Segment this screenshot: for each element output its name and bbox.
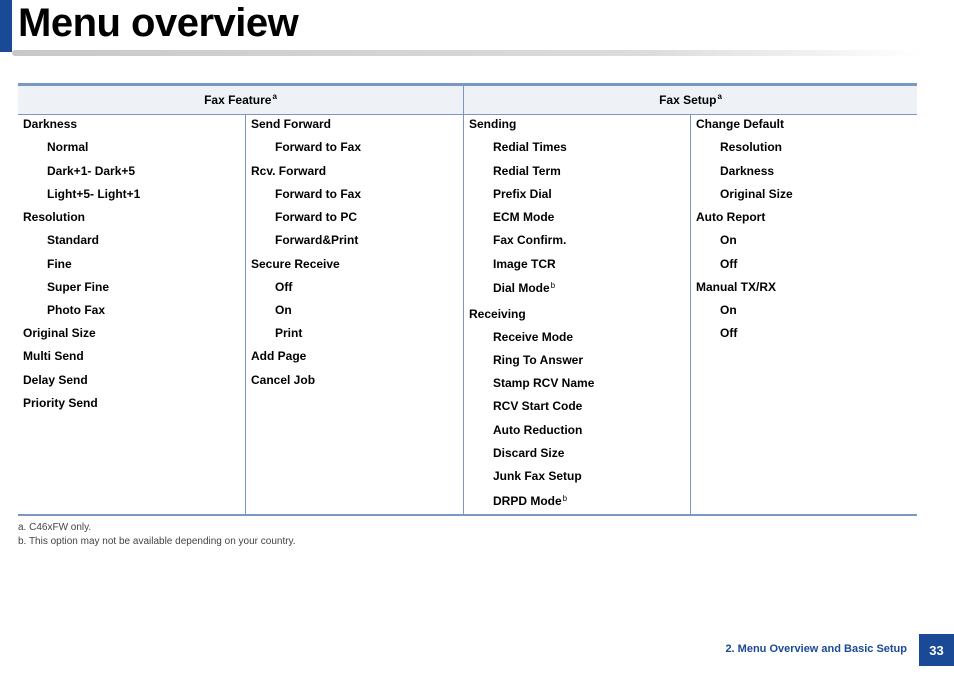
menu-item-label: Off (720, 257, 738, 271)
menu-option (493, 423, 582, 438)
footnote-mark: b (562, 494, 568, 503)
menu-option (493, 187, 552, 202)
menu-option (47, 257, 72, 272)
menu-option (275, 233, 358, 248)
menu-option (493, 164, 561, 179)
menu-item-label: RCV Start Code (493, 399, 583, 413)
menu-item-label: Forward&Print (275, 233, 359, 247)
menu-item-label: Stamp RCV Name (493, 376, 595, 390)
menu-option (275, 280, 292, 295)
menu-option (720, 187, 793, 202)
menu-item-label: Auto Report (696, 210, 766, 224)
menu-item-label: Light+5- Light+1 (47, 187, 141, 201)
fax-feature-column-2 (245, 115, 463, 514)
menu-item-label: Sending (469, 117, 517, 131)
menu-item-label: Photo Fax (47, 303, 106, 317)
menu-item-label: Original Size (23, 326, 96, 340)
menu-item-label: Forward to Fax (275, 140, 362, 154)
menu-item-label: Auto Reduction (493, 423, 583, 437)
menu-item-label: Secure Receive (251, 257, 340, 271)
fax-setup-column-1 (463, 115, 690, 514)
footnote-mark: a (272, 91, 277, 101)
menu-item-label: DRPD Mode (493, 494, 562, 508)
menu-group (469, 117, 516, 132)
menu-item-label: Redial Term (493, 164, 561, 178)
menu-option (493, 330, 573, 345)
menu-option (493, 210, 554, 225)
menu-item-label: Forward to PC (275, 210, 358, 224)
fax-setup-header-label: Fax Setup (659, 93, 717, 107)
menu-group (23, 117, 77, 132)
menu-option (47, 187, 140, 202)
menu-item-label: Priority Send (23, 396, 98, 410)
menu-option (47, 164, 135, 179)
menu-option (493, 233, 566, 248)
menu-option (493, 399, 582, 414)
footnote-b: b. This option may not be available depending on your country. (18, 536, 296, 547)
menu-item-label: Change Default (696, 117, 785, 131)
menu-item-label: Off (275, 280, 293, 294)
menu-item-label: Add Page (251, 349, 307, 363)
menu-option (720, 233, 737, 248)
menu-option (47, 140, 88, 155)
menu-option (275, 303, 292, 318)
footer-section-link[interactable]: 2. Menu Overview and Basic Setup (725, 643, 907, 655)
menu-option (720, 257, 737, 272)
page-number: 33 (919, 634, 954, 666)
menu-item-label: Redial Times (493, 140, 567, 154)
menu-item-label: Forward to Fax (275, 187, 362, 201)
accent-bar (0, 0, 12, 52)
menu-group (469, 307, 526, 322)
menu-item-label: Fine (47, 257, 72, 271)
menu-table (18, 83, 917, 516)
menu-option (493, 140, 567, 155)
menu-option (493, 353, 583, 368)
menu-group (251, 164, 326, 179)
menu-option (47, 303, 105, 318)
menu-item-label: Delay Send (23, 373, 88, 387)
fax-setup-header (463, 86, 917, 115)
menu-option (47, 233, 99, 248)
menu-item-label: Dial Mode (493, 281, 550, 295)
menu-item-label: Fax Confirm. (493, 233, 567, 247)
menu-item-label: Prefix Dial (493, 187, 552, 201)
menu-item-label: Send Forward (251, 117, 332, 131)
menu-item-label: Receiving (469, 307, 526, 321)
title-rule (12, 50, 922, 56)
menu-group (23, 396, 98, 411)
menu-group (251, 373, 315, 388)
menu-item-label: Off (720, 326, 738, 340)
menu-group (251, 117, 331, 132)
menu-item-label: On (720, 303, 737, 317)
menu-item-label: Darkness (720, 164, 775, 178)
menu-option (275, 140, 361, 155)
menu-group (23, 373, 88, 388)
menu-group (23, 326, 96, 341)
menu-item-label: Print (275, 326, 303, 340)
menu-option (275, 187, 361, 202)
page-title: Menu overview (18, 1, 299, 45)
menu-group (696, 117, 784, 132)
menu-group (23, 349, 84, 364)
menu-item-label: Resolution (23, 210, 85, 224)
menu-item-label: Darkness (23, 117, 78, 131)
menu-option (275, 326, 302, 341)
menu-item-label: On (275, 303, 292, 317)
menu-group (251, 257, 340, 272)
footnote-a: a. C46xFW only. (18, 522, 92, 533)
menu-item-label: Image TCR (493, 257, 556, 271)
menu-item-label: Super Fine (47, 280, 110, 294)
menu-option (720, 140, 782, 155)
menu-option (47, 280, 109, 295)
menu-item-label: Discard Size (493, 446, 565, 460)
menu-item-label: Multi Send (23, 349, 84, 363)
menu-item-label: Normal (47, 140, 89, 154)
fax-setup-column-2 (690, 115, 917, 514)
menu-item-label: Dark+1- Dark+5 (47, 164, 136, 178)
menu-item-label: Cancel Job (251, 373, 316, 387)
menu-option (493, 469, 582, 484)
menu-option (275, 210, 357, 225)
menu-item-label: Junk Fax Setup (493, 469, 582, 483)
menu-item-label: On (720, 233, 737, 247)
footnote-mark: b (550, 281, 556, 290)
menu-option (720, 164, 774, 179)
menu-option (493, 494, 567, 510)
menu-item-label: Receive Mode (493, 330, 574, 344)
menu-group (696, 210, 765, 225)
fax-feature-header-label: Fax Feature (204, 93, 272, 107)
menu-option (720, 303, 737, 318)
menu-item-label: Rcv. Forward (251, 164, 327, 178)
fax-feature-header (18, 86, 463, 115)
menu-option (493, 446, 564, 461)
menu-group (23, 210, 85, 225)
menu-item-label: Standard (47, 233, 100, 247)
menu-option (720, 326, 737, 341)
menu-option (493, 281, 555, 297)
menu-item-label: Resolution (720, 140, 782, 154)
menu-item-label: Ring To Answer (493, 353, 583, 367)
menu-item-label: Manual TX/RX (696, 280, 777, 294)
menu-group (696, 280, 776, 295)
menu-option (493, 257, 556, 272)
fax-feature-column-1 (18, 115, 245, 514)
menu-group (251, 349, 306, 364)
menu-option (493, 376, 594, 391)
menu-item-label: Original Size (720, 187, 793, 201)
footnote-mark: a (717, 91, 722, 101)
menu-item-label: ECM Mode (493, 210, 555, 224)
